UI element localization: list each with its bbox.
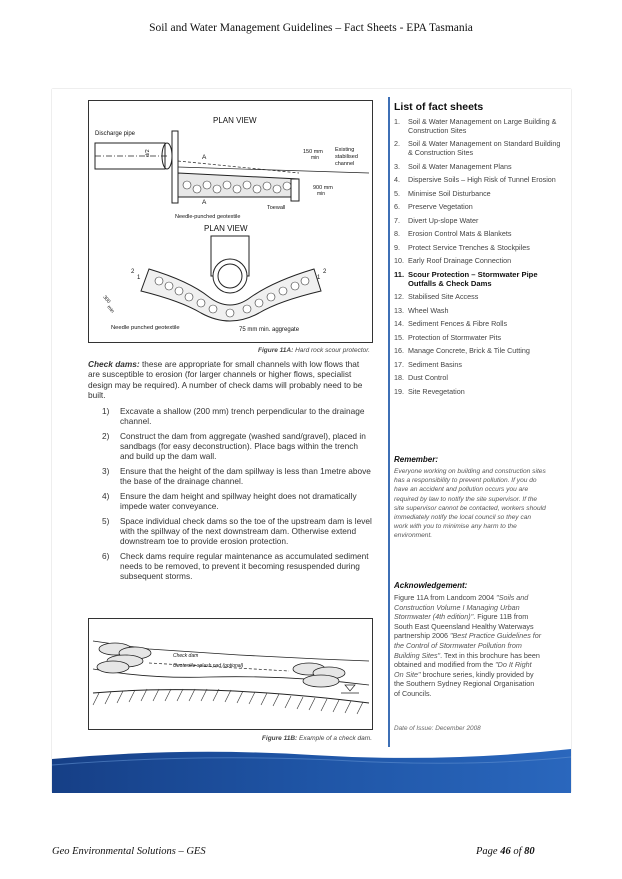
figure-11b-caption-label: Figure 11B: <box>261 735 298 742</box>
slope-1-right: 1 <box>317 275 321 281</box>
fact-sheet-num: 12. <box>394 292 404 302</box>
ack-part-4: brochure series, kindly provided by the Southern Sydney Regional Organisation of Councils. <box>394 669 535 698</box>
fact-sheet-item[interactable] <box>394 140 562 158</box>
fact-sheet-num: 18. <box>394 373 404 383</box>
fact-sheet-item[interactable] <box>394 118 562 136</box>
fact-sheet-item[interactable] <box>394 190 562 199</box>
fact-sheet-item[interactable] <box>394 307 562 316</box>
fact-sheet-label: Divert Up-slope Water <box>408 215 479 225</box>
step-text: Ensure the dam height and spillway height does not dramatically impede water conveyance. <box>120 490 357 512</box>
fact-sheet-label: Soil & Water Management on Large Building & Construction Sites <box>408 117 557 135</box>
fact-sheets-title: List of fact sheets <box>394 101 484 113</box>
fact-sheet-item-current[interactable] <box>394 271 562 289</box>
fact-sheet-label: Site Revegetation <box>408 386 465 396</box>
fact-sheet-num: 1. <box>394 117 400 126</box>
ack-source-2: "Best Practice Guidelines for the Control of Stormwater Pollution from Building Sites" <box>394 631 542 660</box>
fact-sheet-num: 11. <box>394 269 405 279</box>
fact-sheets-list <box>394 118 562 401</box>
section-a-bottom-label: A <box>202 199 207 206</box>
ack-source-1: "Soils and Construction Volume I Managing Urban Stormwater (4th edition)" <box>394 593 529 622</box>
fact-sheet-num: 16. <box>394 346 404 356</box>
figure-11a <box>88 100 373 343</box>
step-text: Check dams require regular maintenance as accumulated sediment needs to be removed, to prevent it becoming resuspended during subsequent storms. <box>120 550 369 582</box>
fact-sheet-label: Soil & Water Management on Standard Building & Construction Sites <box>408 139 561 158</box>
step-text: Ensure that the height of the dam spillway is less than 1metre above the base of the drainage channel. <box>120 466 371 487</box>
ack-part-1: Figure 11A from Landcom 2004 <box>394 593 497 602</box>
step-number: 2) <box>102 430 110 441</box>
needle-geotextile-label: Needle-punched geotextile <box>175 214 241 220</box>
ack-part-3: . Text in this brochure has been obtained and modified from the <box>394 650 540 670</box>
fact-sheet-item[interactable] <box>394 163 562 172</box>
steps-list <box>102 406 372 586</box>
fact-sheet-item[interactable] <box>394 244 562 253</box>
step-item <box>102 466 372 486</box>
fact-sheet-item[interactable] <box>394 176 562 185</box>
slope-2-left: 2 <box>131 269 135 275</box>
fact-sheet-item[interactable] <box>394 257 562 266</box>
footer-organisation: Geo Environmental Solutions – GES <box>52 846 206 857</box>
fact-sheet-num: 2. <box>394 139 400 149</box>
step-item <box>102 516 372 547</box>
remember-title: Remember: <box>394 455 439 464</box>
remember-text: Everyone working on building and construction sites has a responsibility to prevent pollution. If you do have an accident and pollution occurs you are required by law to notify the site supervisor. If the site supervisor cannot be contacted, workers should immediately notify the local council so they can work with you to minimise any harm to the environment. <box>394 468 546 540</box>
figure-11a-caption-label: Figure 11A: <box>258 347 294 354</box>
fact-sheet-item[interactable] <box>394 320 562 329</box>
step-number: 5) <box>102 515 110 526</box>
fact-sheet-num: 14. <box>394 319 404 329</box>
existing-label-2: stabilised <box>335 154 358 160</box>
fact-sheet-num: 19. <box>394 386 404 396</box>
fact-sheet-item[interactable] <box>394 334 562 343</box>
figure-11b-drawing <box>89 619 372 729</box>
fact-sheet-num: 17. <box>394 359 404 369</box>
fact-sheet-item[interactable] <box>394 388 562 397</box>
fact-sheet-item[interactable] <box>394 203 562 212</box>
page-of: of <box>510 846 525 857</box>
splash-pad-label: Geotextile splash pad (optional) <box>173 663 244 669</box>
acknowledgement-text <box>394 593 542 699</box>
toewall-label: Toewall <box>267 205 286 211</box>
dim-150-min-label: min <box>311 155 320 161</box>
date-of-issue: Date of Issue: December 2008 <box>394 725 481 732</box>
page-total: 80 <box>524 846 535 857</box>
fact-sheet-label: Dust Control <box>408 373 448 383</box>
existing-label-1: Existing <box>335 147 355 153</box>
fact-sheet-num: 13. <box>394 305 404 315</box>
fact-sheet-label: Manage Concrete, Brick & Tile Cutting <box>408 346 530 356</box>
fact-sheet-item[interactable] <box>394 293 562 302</box>
fact-sheet-label: Scour Protection – Stormwater Pipe Outfalls & Check Dams <box>408 269 538 288</box>
step-text: Construct the dam from aggregate (washed sand/gravel), placed in sandbags (for easy deconstruction). Place bags within the trench and build up the dam wall. <box>120 430 366 462</box>
fact-sheet-item[interactable] <box>394 361 562 370</box>
needle-geotextile-label-2: Needle punched geotextile <box>111 325 180 331</box>
fact-sheet-num: 6. <box>394 202 400 212</box>
fact-sheet-label: Early Roof Drainage Connection <box>408 256 512 266</box>
page-current: 46 <box>500 846 511 857</box>
fact-sheet-num: 9. <box>394 242 400 252</box>
slope-1-left: 1 <box>137 275 141 281</box>
fact-sheet-label: Erosion Control Mats & Blankets <box>408 229 512 239</box>
plan-view-label-bottom: PLAN VIEW <box>204 224 248 233</box>
section-a-top-label: A <box>202 154 207 161</box>
page-prefix: Page <box>476 846 501 857</box>
figure-11b-caption-text: Example of a check dam. <box>299 735 372 742</box>
step-item <box>102 431 372 462</box>
page-header: Soil and Water Management Guidelines – Fact Sheets - EPA Tasmania <box>149 22 473 34</box>
step-number: 6) <box>102 550 110 561</box>
figure-11b <box>88 618 373 730</box>
dim-900-label: 900 mm <box>313 185 333 191</box>
step-number: 4) <box>102 490 110 501</box>
dim-min-label: min <box>105 304 116 315</box>
step-text: Excavate a shallow (200 mm) trench perpendicular to the drainage channel. <box>120 406 365 427</box>
figure-11a-caption-text: Hard rock scour protector. <box>295 347 370 354</box>
check-dams-lead: Check dams: <box>88 359 140 369</box>
dim-300-label: 300 <box>101 294 112 305</box>
existing-label-3: channel <box>335 161 355 167</box>
step-number: 1) <box>102 406 110 416</box>
page-number <box>476 846 535 857</box>
fact-sheet-item[interactable] <box>394 230 562 239</box>
step-item <box>102 491 372 511</box>
d2-label: d/2 <box>145 149 151 157</box>
fact-sheet-item[interactable] <box>394 217 562 226</box>
plan-view-label-top: PLAN VIEW <box>213 116 257 125</box>
step-item <box>102 551 372 582</box>
check-dam-label: Check dam <box>173 653 199 659</box>
ack-part-2: . Figure 11B from South East Queensland Healthy Waterways partnership 2006 <box>394 612 534 641</box>
fact-sheet-label: Stabilised Site Access <box>408 292 479 302</box>
fact-sheet-label: Protect Service Trenches & Stockpiles <box>408 242 530 252</box>
fact-sheet-label: Sediment Fences & Fibre Rolls <box>408 319 508 329</box>
fact-sheet-num: 10. <box>394 256 404 266</box>
fact-sheet-num: 15. <box>394 332 404 342</box>
figure-11b-caption <box>230 735 372 742</box>
figure-11a-drawing <box>89 101 372 342</box>
step-text: Space individual check dams so the toe of the upstream dam is level with the spillway of the next downstream dam. Otherwise extend downstream toe to provide erosion protection. <box>120 515 372 547</box>
step-item <box>102 406 372 426</box>
fact-sheet-label: Soil & Water Management Plans <box>408 161 512 171</box>
figure-11a-caption <box>230 347 370 354</box>
step-number: 3) <box>102 466 110 477</box>
fact-sheet-label: Minimise Soil Disturbance <box>408 188 491 198</box>
acknowledgement-title: Acknowledgement: <box>394 581 468 590</box>
fact-sheet-label: Protection of Stormwater Pits <box>408 332 502 342</box>
fact-sheet-item[interactable] <box>394 347 562 356</box>
check-dams-text: these are appropriate for small channels with low flows that are susceptible to erosion (for larger channels or higher flows, specialist design may be required). A number of check dams will probably need to be built. <box>88 359 363 401</box>
fact-sheet-label: Preserve Vegetation <box>408 202 473 212</box>
fact-sheet-num: 7. <box>394 215 400 225</box>
sidebar-divider <box>388 97 390 747</box>
ack-source-3: "Do It Right On Site" <box>394 660 532 679</box>
dim-150-label: 150 mm <box>303 149 323 155</box>
footer-wave-band <box>52 745 571 793</box>
fact-sheet-num: 4. <box>394 175 400 185</box>
fact-sheet-num: 5. <box>394 188 400 198</box>
dim-900-min-label: min <box>317 191 326 197</box>
fact-sheet-item[interactable] <box>394 374 562 383</box>
discharge-pipe-label: Discharge pipe <box>95 131 136 137</box>
fact-sheet-label: Sediment Basins <box>408 359 462 369</box>
fact-sheet-num: 8. <box>394 229 400 239</box>
check-dams-intro <box>88 359 373 401</box>
fact-sheet-num: 3. <box>394 161 400 171</box>
slope-2-right: 2 <box>323 269 327 275</box>
fact-sheet-label: Dispersive Soils – High Risk of Tunnel Erosion <box>408 175 556 185</box>
fact-sheet-label: Wheel Wash <box>408 305 449 315</box>
aggregate-label: 75 mm min. aggregate <box>239 327 300 333</box>
